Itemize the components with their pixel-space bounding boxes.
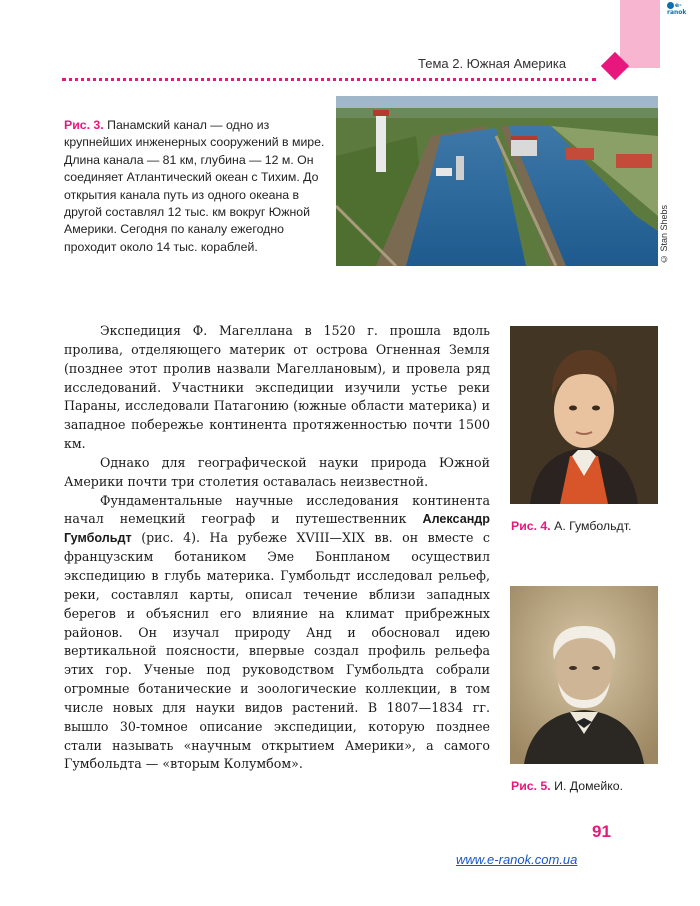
main-text xyxy=(64,322,490,774)
page-number: 91 xyxy=(592,822,611,841)
paragraph-unknown-nature: Однако для географической науки природа Южной Америки почти три столетия оставалась неизвестной. xyxy=(64,454,490,489)
website-link[interactable]: www.e-ranok.com.ua xyxy=(456,852,578,867)
humboldt-name: Александр Гумбольдт xyxy=(64,512,490,546)
figure-3-text: Панамский канал — одно из крупнейших инженерных сооружений в мире. Длина канала — 81 км, глубина — 12 м. Он соединяет Атлантический океан с Тихим. До открытия канала путь из одного океана в другой составлял 12 тыс. км вокруг Южной Америки. Сегодня по каналу ежегодно проходит около 14 тыс. кораблей. xyxy=(64,118,325,254)
domeyko-portrait xyxy=(510,586,658,764)
chapter-header: Тема 2. Южная Америка xyxy=(418,56,567,71)
humboldt-intro: Фундаментальные научные исследования континента начал немецкий географ и путешественник xyxy=(64,492,490,527)
figure-5-caption xyxy=(511,779,623,793)
publisher-logo: e-ranok xyxy=(667,2,687,16)
paragraph-magellan: Экспедиция Ф. Магеллана в 1520 г. прошла вдоль пролива, отделяющего материк от острова Огненная Земля (позднее этот пролив назвали Магеллановым), и провела ряд исследований. Участники экспедиции изучили устье реки Параны, исследовали Патагонию (южные области материка) и западное побережье континента протяженностью почти 1500 км. xyxy=(64,323,490,452)
corner-tab xyxy=(620,0,660,68)
figure-4-label: Рис. 4. xyxy=(511,519,551,533)
figure-3-caption xyxy=(64,117,329,256)
panama-canal-photo xyxy=(336,96,658,266)
humboldt-text: (рис. 4). На рубеже XVIII—XIX вв. он вместе с французским ботаником Эме Бонпланом осуществил экспедицию в глубь материка. Гумбольдт исследовал рельеф, реки, составлял карты, описал течение вблизи западных берегов и объяснил его влияние на климат прибрежных районов. Он изучал природу Анд и обосновал идею вертикальной поясности, впервые создал профиль рельефа этих гор. Ученые под руководством Гумбольдта собрали огромные ботанические и зоологические коллекции, в том числе новых для науки видов растений. В 1807—1834 гг. вышло 30-томное описание экспедиции, которую позднее стали называть «научным открытием Америки», а самого Гумбольдта — «вторым Колумбом». xyxy=(64,530,490,772)
paragraph-humboldt xyxy=(64,492,490,775)
figure-4-caption xyxy=(511,519,631,533)
photo-credit: © Stan Shebs xyxy=(659,205,669,265)
humboldt-portrait xyxy=(510,326,658,504)
figure-5-label: Рис. 5. xyxy=(511,779,551,793)
figure-4-text: А. Гумбольдт. xyxy=(554,519,632,533)
figure-3-label: Рис. 3. xyxy=(64,118,104,132)
header-divider xyxy=(62,78,596,81)
figure-5-text: И. Домейко. xyxy=(554,779,624,793)
